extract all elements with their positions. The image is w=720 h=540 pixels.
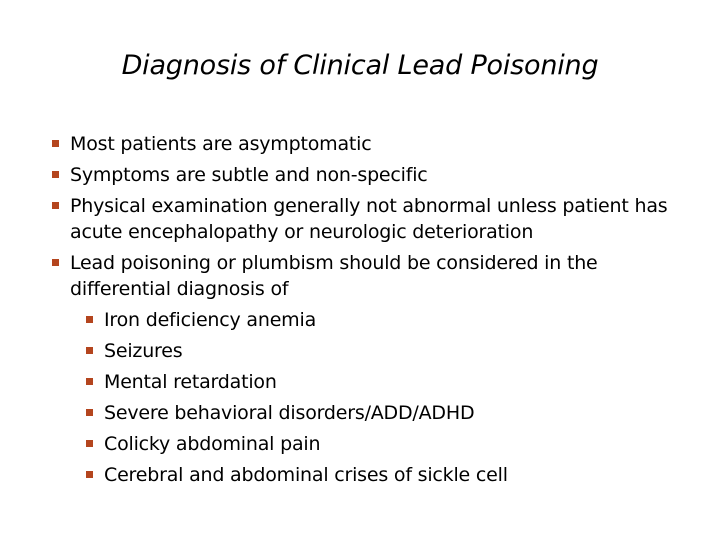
sub-bullet-item [86, 462, 692, 488]
sub-bullet-text: Severe behavioral disorders/ADD/ADHD [104, 402, 475, 424]
bullet-item [52, 250, 692, 302]
sub-bullet-item [86, 400, 692, 426]
sub-bullet-item [86, 431, 692, 457]
square-bullet-icon [52, 259, 59, 266]
sub-bullet-text: Mental retardation [104, 371, 277, 393]
bullet-item [52, 131, 692, 157]
square-bullet-icon [86, 378, 93, 385]
bullet-text: Lead poisoning or plumbism should be considered in the differential diagnosis of [70, 252, 598, 300]
square-bullet-icon [52, 171, 59, 178]
square-bullet-icon [86, 440, 93, 447]
bullet-text: Physical examination generally not abnormal unless patient has acute encephalopathy or neurologic deterioration [70, 195, 668, 243]
square-bullet-icon [52, 140, 59, 147]
sub-bullet-text: Seizures [104, 340, 183, 362]
square-bullet-icon [86, 347, 93, 354]
bullet-text: Most patients are asymptomatic [70, 133, 372, 155]
sub-bullet-text: Iron deficiency anemia [104, 309, 317, 331]
bullet-text: Symptoms are subtle and non-specific [70, 164, 428, 186]
sub-bullet-item [86, 338, 692, 364]
square-bullet-icon [86, 409, 93, 416]
square-bullet-icon [52, 202, 59, 209]
sub-bullet-item [86, 307, 692, 333]
bullet-item [52, 162, 692, 188]
square-bullet-icon [86, 316, 93, 323]
slide-title: Diagnosis of Clinical Lead Poisoning [121, 50, 599, 81]
sub-bullet-item [86, 369, 692, 395]
square-bullet-icon [86, 471, 93, 478]
sub-bullet-text: Colicky abdominal pain [104, 433, 321, 455]
bullet-list [52, 131, 692, 493]
bullet-item [52, 193, 692, 245]
sub-bullet-text: Cerebral and abdominal crises of sickle cell [104, 464, 508, 486]
